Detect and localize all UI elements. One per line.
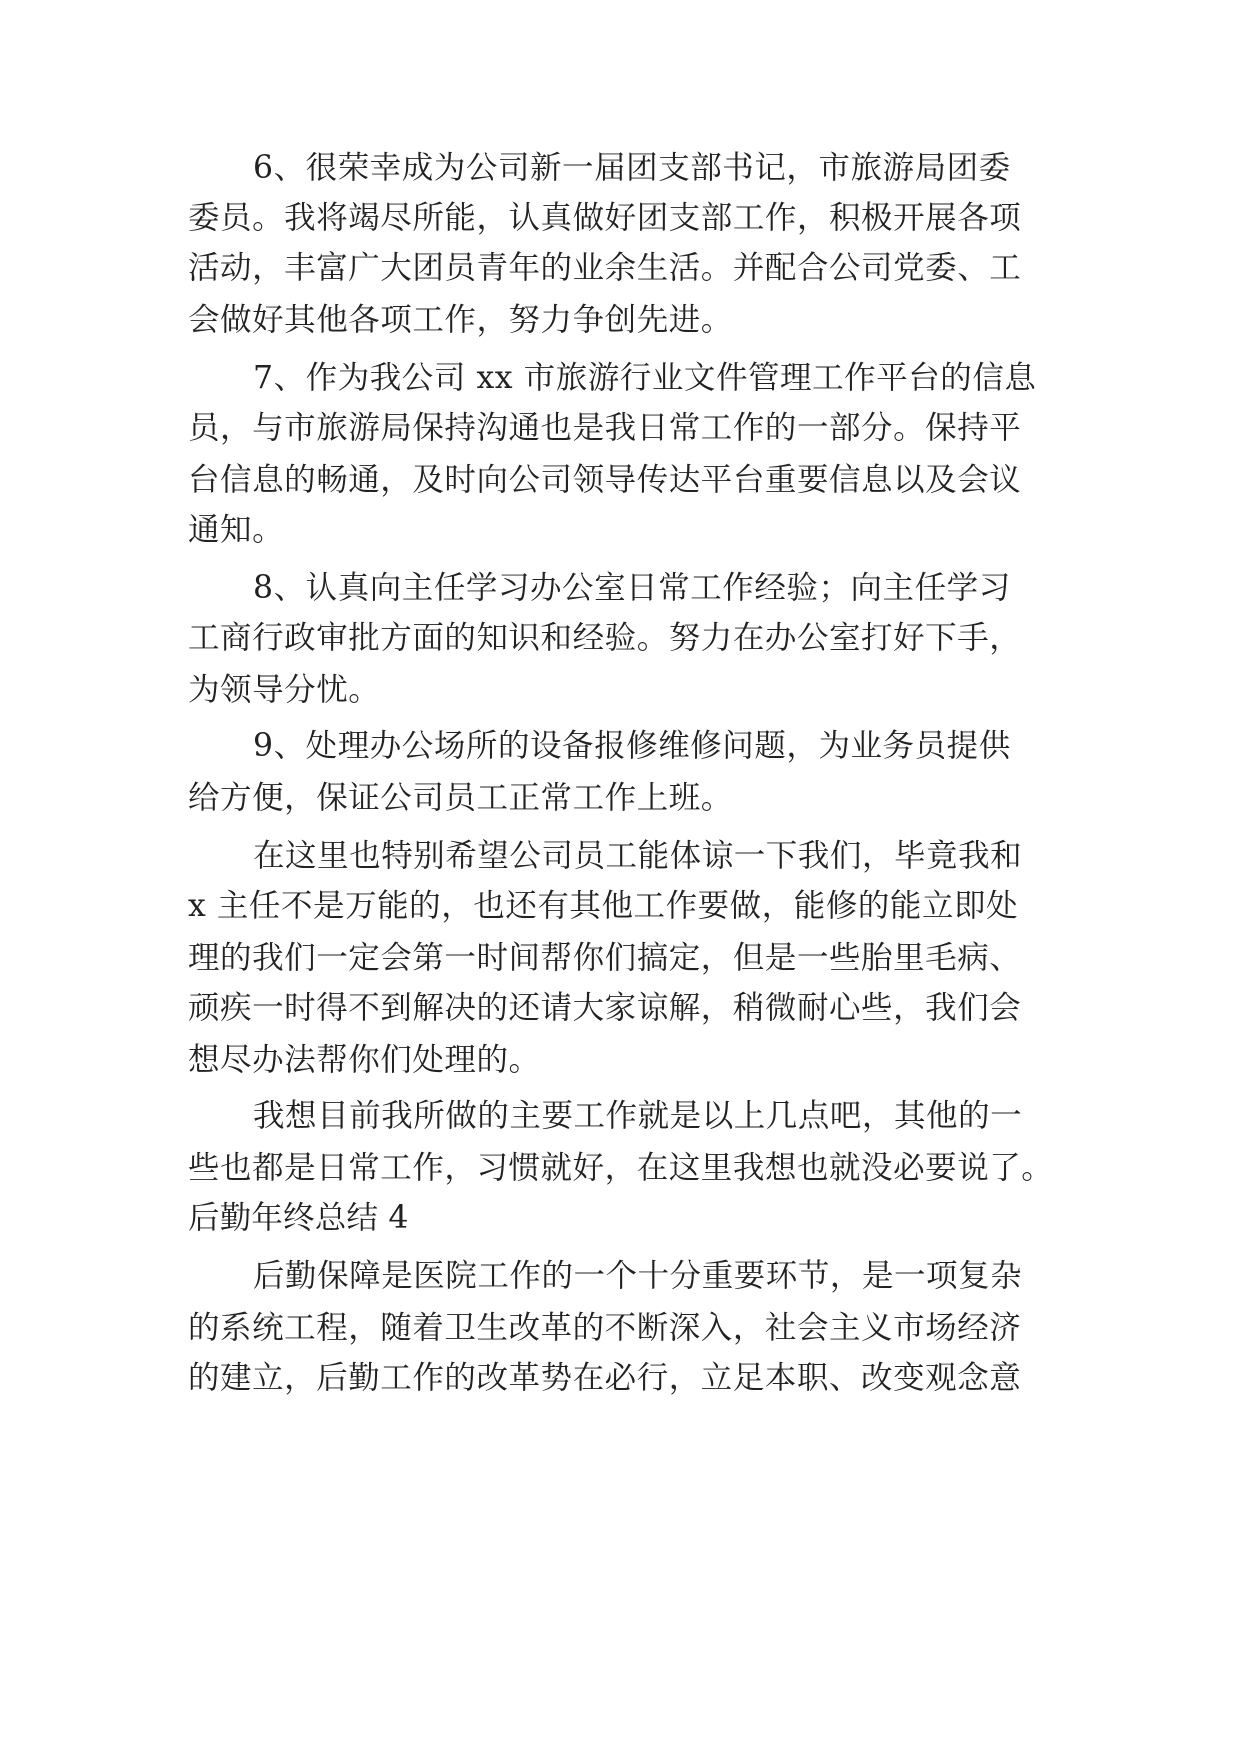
text-line: 的建立，后勤工作的改革势在必行，立足本职、改变观念意 [188,1360,1022,1396]
text-line: 活动，丰富广大团员青年的业余生活。并配合公司党委、工 [188,250,1022,286]
text-line: 台信息的畅通，及时向公司领导传达平台重要信息以及会议 [188,462,1022,498]
text-line: 委员。我将竭尽所能，认真做好团支部工作，积极开展各项 [188,200,1022,236]
section-heading: 后勤年终总结 4 [188,1200,409,1236]
text-line: 给方便，保证公司员工正常工作上班。 [188,780,733,816]
text-line: 想尽办法帮你们处理的。 [188,1042,541,1078]
text-line: 我想目前我所做的主要工作就是以上几点吧，其他的一 [253,1098,1023,1134]
text-line: 通知。 [188,512,285,548]
text-line: 的系统工程，随着卫生改革的不断深入，社会主义市场经济 [188,1310,1022,1346]
text-line: 工商行政审批方面的知识和经验。努力在办公室打好下手， [188,620,1022,656]
text-line: 理的我们一定会第一时间帮你们搞定，但是一些胎里毛病、 [188,940,1022,976]
text-line: 9、处理办公场所的设备报修维修问题，为业务员提供 [253,728,1011,764]
text-line: 8、认真向主任学习办公室日常工作经验；向主任学习 [253,570,1011,606]
text-line: 后勤保障是医院工作的一个十分重要环节，是一项复杂 [253,1258,1023,1294]
text-line: 在这里也特别希望公司员工能体谅一下我们，毕竟我和 [253,838,1023,874]
text-line: 顽疾一时得不到解决的还请大家谅解，稍微耐心些，我们会 [188,990,1022,1026]
text-line: 为领导分忧。 [188,672,381,708]
text-line: 会做好其他各项工作，努力争创先进。 [188,302,733,338]
text-line: 6、很荣幸成为公司新一届团支部书记，市旅游局团委 [253,150,1011,186]
text-line: 7、作为我公司 xx 市旅游行业文件管理工作平台的信息 [253,360,1037,396]
text-line: x 主任不是万能的，也还有其他工作要做，能修的能立即处 [188,888,1019,924]
text-line: 员，与市旅游局保持沟通也是我日常工作的一部分。保持平 [188,410,1022,446]
text-line: 些也都是日常工作，习惯就好，在这里我想也就没必要说了。 [188,1150,1054,1186]
